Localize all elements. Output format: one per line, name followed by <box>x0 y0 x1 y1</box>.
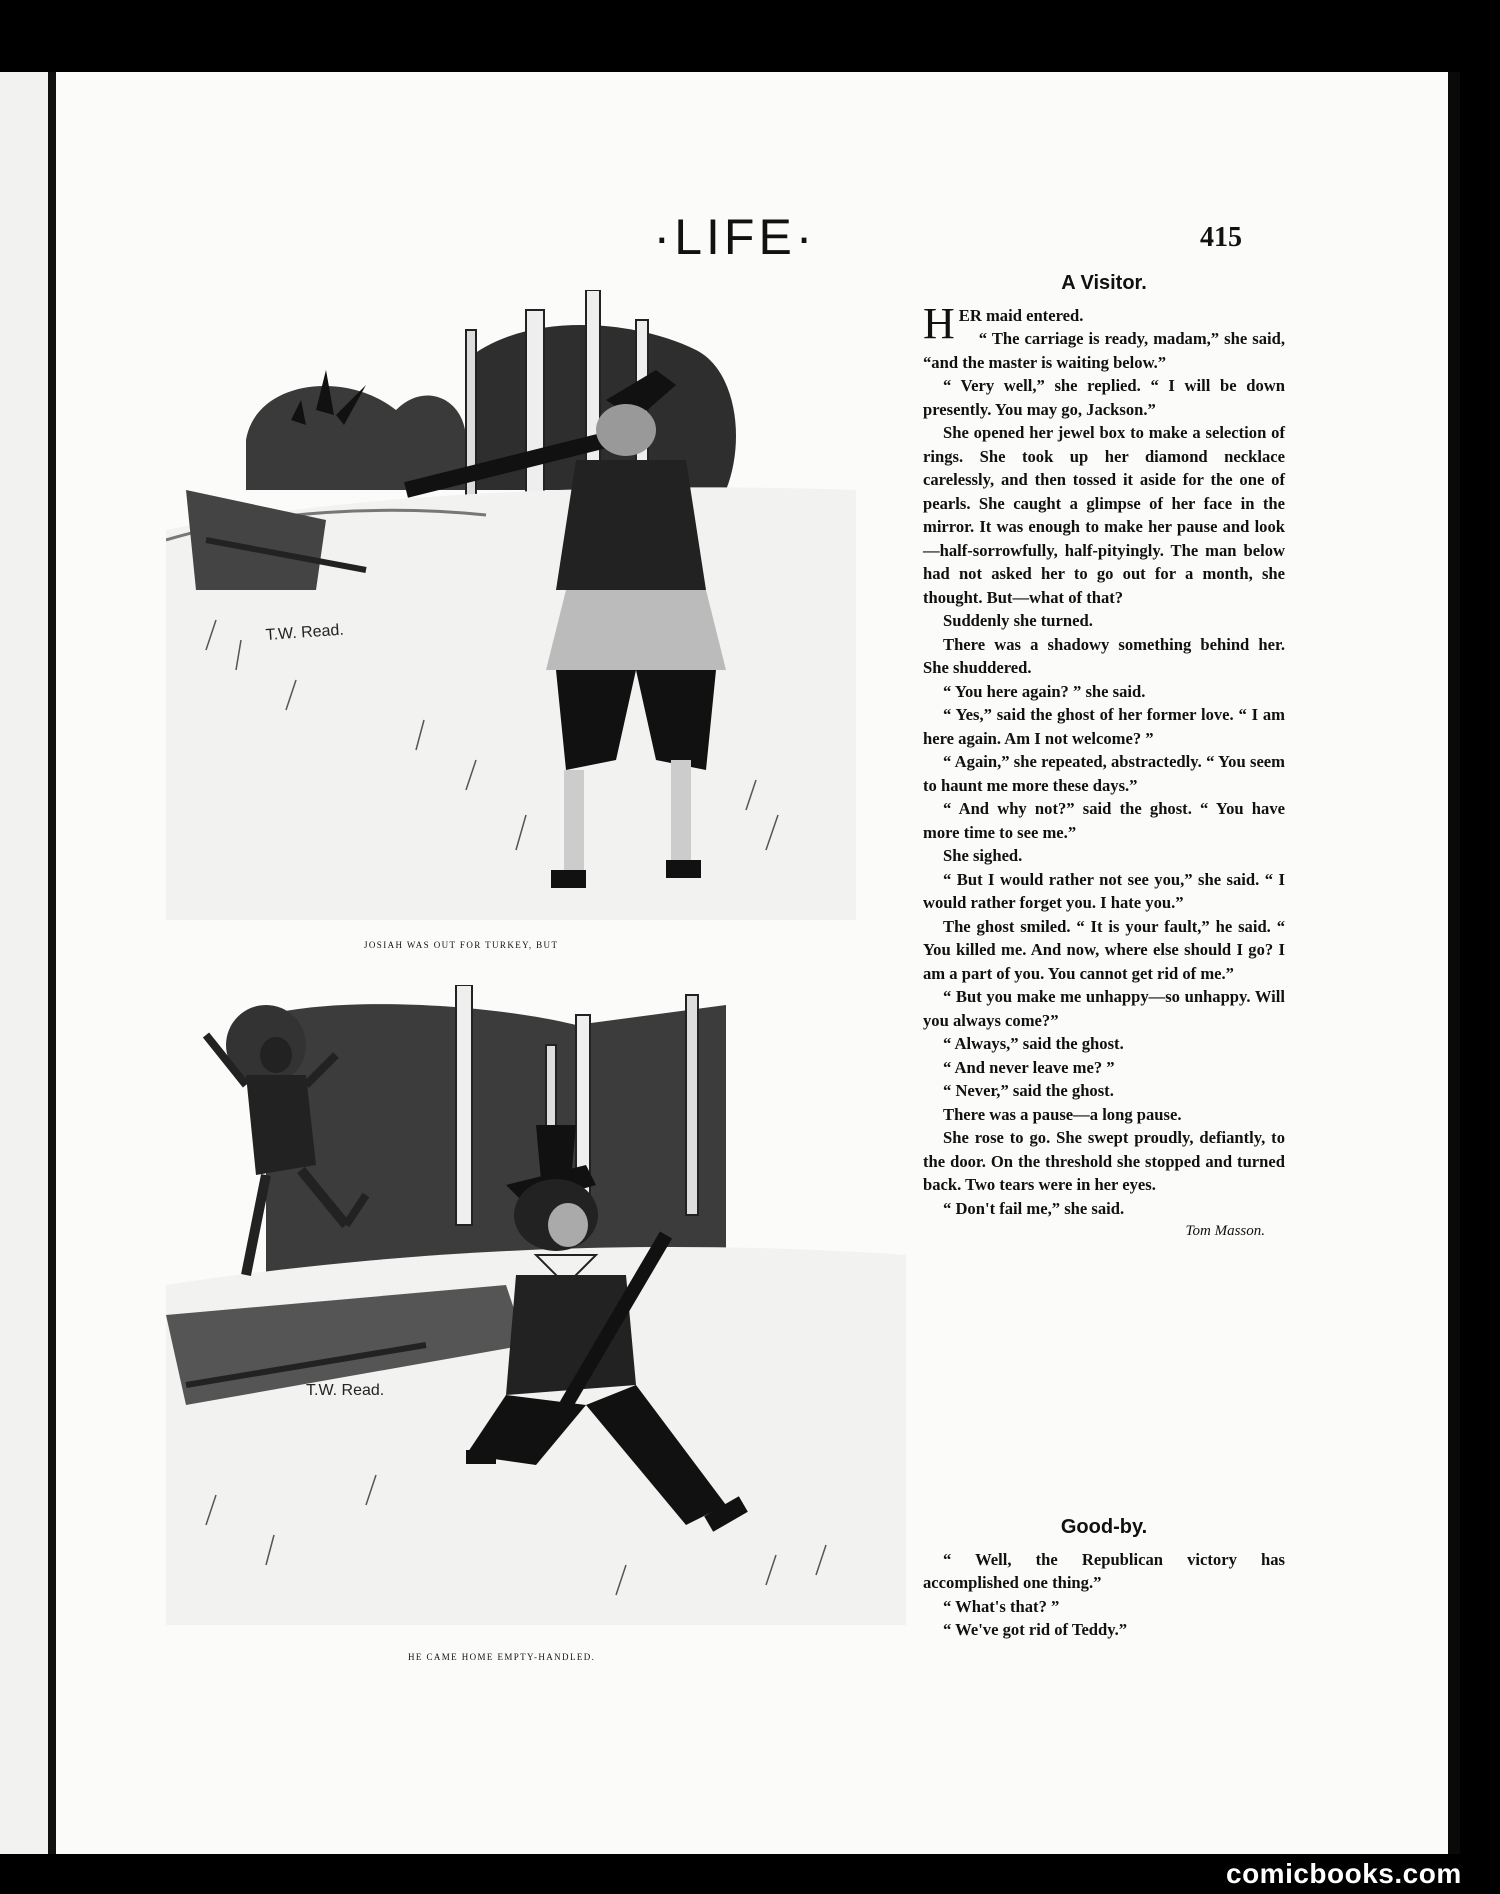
story-paragraph: She opened her jewel box to make a selection of rings. She took up her diamond necklace carelessly, and then tossed it aside for the one of pearls. She caught a glimpse of her face in the mirror. It was enough to make her pause and look—half-sorrowfully, half-pityingly. The man below had not asked her to go out for a month, she thought. But—what of that? <box>923 423 1285 607</box>
illustration-signature: T.W. Read. <box>265 621 345 644</box>
story-title-a-visitor: A Visitor. <box>1061 272 1147 294</box>
watermark-logo: comicbooks.com <box>1226 1858 1462 1889</box>
story-paragraph: “ We've got rid of Teddy.” <box>943 1620 1128 1639</box>
illustration-hunter-aiming <box>166 290 856 920</box>
story-paragraph: “ But I would rather not see you,” she said. “ I would rather forget you. I hate you.” <box>923 869 1285 912</box>
masthead: ·LIFE· <box>653 209 817 265</box>
caption-2: HE CAME HOME EMPTY-HANDLED. <box>408 1652 596 1662</box>
illustration-hunter-fleeing <box>166 985 906 1625</box>
previous-page-edge <box>0 72 48 1854</box>
story-paragraph: There was a shadowy something behind her. She shuddered. <box>923 634 1285 677</box>
page-number: 415 <box>1200 222 1242 253</box>
story-paragraph: “ Again,” she repeated, abstractedly. “ You seem to haunt me more these days.” <box>923 752 1285 795</box>
story-paragraph: “ You here again? ” she said. <box>943 681 1146 701</box>
story-paragraph: “ The carriage is ready, madam,” she said, “and the master is waiting below.” <box>923 329 1285 372</box>
story-first-paragraph <box>923 298 1285 348</box>
page-spine <box>48 72 56 1854</box>
story-paragraph: There was a pause—a long pause. <box>943 1104 1182 1124</box>
story-paragraph: “ What's that? ” <box>943 1596 1060 1616</box>
illustration-signature: T.W. Read. <box>306 1382 385 1399</box>
story-author: Tom Masson. <box>1185 1223 1265 1239</box>
story-paragraph: Suddenly she turned. <box>943 611 1093 630</box>
text-column <box>923 272 1285 1244</box>
story-paragraph: “ And never leave me? ” <box>943 1057 1115 1077</box>
story-paragraph: “ And why not?” said the ghost. “ You have more time to see me.” <box>923 799 1285 842</box>
story-paragraph: “ Very well,” she replied. “ I will be down presently. You may go, Jackson.” <box>923 376 1285 419</box>
story-paragraph: “ Don't fail me,” she said. <box>943 1198 1125 1218</box>
story-paragraph: She rose to go. She swept proudly, defiantly, to the door. On the threshold she stopped and turned back. Two tears were in her eyes. <box>923 1128 1285 1194</box>
text-column-2 <box>923 1516 1285 1642</box>
story-paragraph: “ Never,” said the ghost. <box>943 1081 1114 1100</box>
caption-1: JOSIAH WAS OUT FOR TURKEY, BUT <box>364 940 559 950</box>
story-paragraph: The ghost smiled. “ It is your fault,” he said. “ You killed me. And now, where else should I go? I am a part of you. You cannot get rid of me.” <box>923 916 1285 983</box>
story-first-line: ER maid entered. <box>958 305 1084 325</box>
story-paragraph: “ Well, the Republican victory has accomplished one thing.” <box>923 1549 1285 1592</box>
drop-cap: H <box>923 298 955 348</box>
story-title-good-by: Good-by. <box>1060 1516 1148 1538</box>
page-right-edge <box>1448 72 1460 1854</box>
story-paragraph: “ But you make me unhappy—so unhappy. Will you always come?” <box>923 987 1285 1030</box>
story-paragraph: She sighed. <box>943 846 1023 865</box>
story-paragraph: “ Always,” said the ghost. <box>943 1034 1124 1053</box>
story-paragraph: “ Yes,” said the ghost of her former love. “ I am here again. Am I not welcome? ” <box>923 705 1285 748</box>
